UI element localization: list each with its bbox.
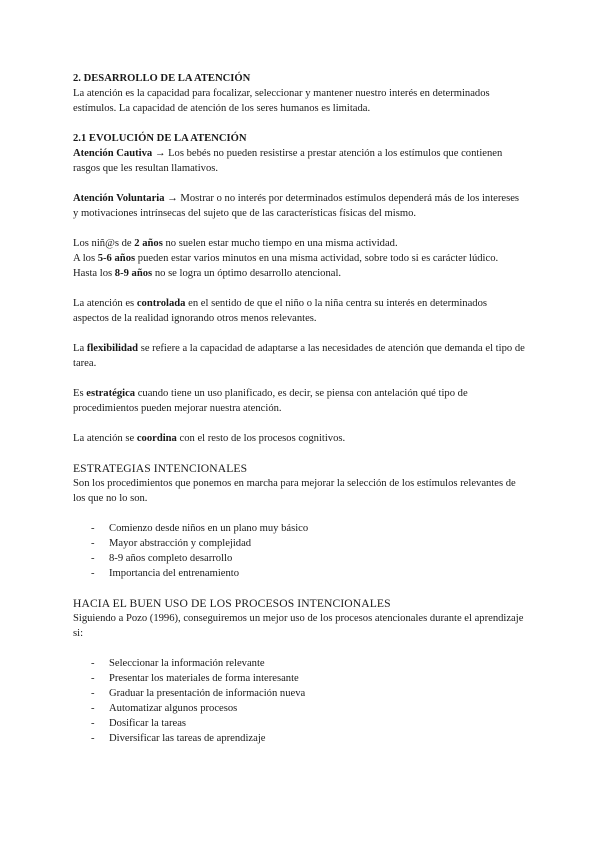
list-item: - Mayor abstracción y complejidad <box>73 536 525 551</box>
paragraph-flexibilidad: La flexibilidad se refiere a la capacidad de adaptarse a las necesidades de atención que demanda el tipo de tarea. <box>73 343 525 369</box>
list-item: - 8-9 años completo desarrollo <box>73 551 525 566</box>
section-title-buen-uso: HACIA EL BUEN USO DE LOS PROCESOS INTENCIONALES <box>73 597 391 610</box>
term-atencion-cautiva: Atención Cautiva <box>73 148 153 159</box>
list-item: - Importancia del entrenamiento <box>73 566 525 581</box>
section-title-estrategias: ESTRATEGIAS INTENCIONALES <box>73 462 248 475</box>
list-item: - Diversificar las tareas de aprendizaje <box>73 731 525 746</box>
arrow-glyph: → <box>152 148 169 159</box>
paragraph-edades-2: Los niñ@s de 2 años no suelen estar mucho tiempo en una misma actividad. <box>73 238 398 249</box>
list-buen-uso <box>73 656 525 746</box>
document-content <box>73 71 525 746</box>
list-item: - Presentar los materiales de forma interesante <box>73 671 525 686</box>
list-item: - Comienzo desde niños en un plano muy básico <box>73 521 525 536</box>
section-title-desarrollo: 2. DESARROLLO DE LA ATENCIÓN <box>73 73 251 84</box>
section-title-evolucion: 2.1 EVOLUCIÓN DE LA ATENCIÓN <box>73 133 247 144</box>
paragraph-coordina: La atención se coordina con el resto de los procesos cognitivos. <box>73 433 346 444</box>
list-item: - Graduar la presentación de información nueva <box>73 686 525 701</box>
list-estrategias <box>73 521 525 581</box>
list-item: - Seleccionar la información relevante <box>73 656 525 671</box>
list-item: - Automatizar algunos procesos <box>73 701 525 716</box>
paragraph-edades-5-6: A los 5-6 años pueden estar varios minutos en una misma actividad, sobre todo si es carácter lúdico. <box>73 253 499 264</box>
arrow-glyph: → <box>164 193 181 204</box>
paragraph-estrategias: Son los procedimientos que ponemos en marcha para mejorar la selección de los estímulos relevantes de los que no lo son. <box>73 478 516 504</box>
paragraph-definicion: La atención es la capacidad para focalizar, seleccionar y mantener nuestro interés en determinados estímulos. La capacidad de atención de los seres humanos es limitada. <box>73 88 490 114</box>
term-atencion-voluntaria: Atención Voluntaria <box>73 193 165 204</box>
paragraph-atencion-voluntaria: Atención Voluntaria → Mostrar o no interés por determinados estímulos dependerá más de los intereses y motivaciones intrínsecas del sujeto que de las características físicas del mismo. <box>73 193 520 219</box>
paragraph-controlada: La atención es controlada en el sentido de que el niño o la niña centra su interés en determinados aspectos de la realidad ignorando otros menos relevantes. <box>73 298 488 324</box>
paragraph-estrategica: Es estratégica cuando tiene un uso planificado, es decir, se piensa con antelación qué tipo de procedimientos pueden mejorar nuestra atención. <box>73 388 468 414</box>
paragraph-pozo: Siguiendo a Pozo (1996), conseguiremos un mejor uso de los procesos atencionales durante el aprendizaje si: <box>73 613 524 639</box>
paragraph-edades-8-9: Hasta los 8-9 años no se logra un óptimo desarrollo atencional. <box>73 268 342 279</box>
list-item: - Dosificar la tareas <box>73 716 525 731</box>
paragraph-atencion-cautiva: Atención Cautiva → Los bebés no pueden resistirse a prestar atención a los estímulos que contienen rasgos que les resultan llamativos. <box>73 148 503 174</box>
